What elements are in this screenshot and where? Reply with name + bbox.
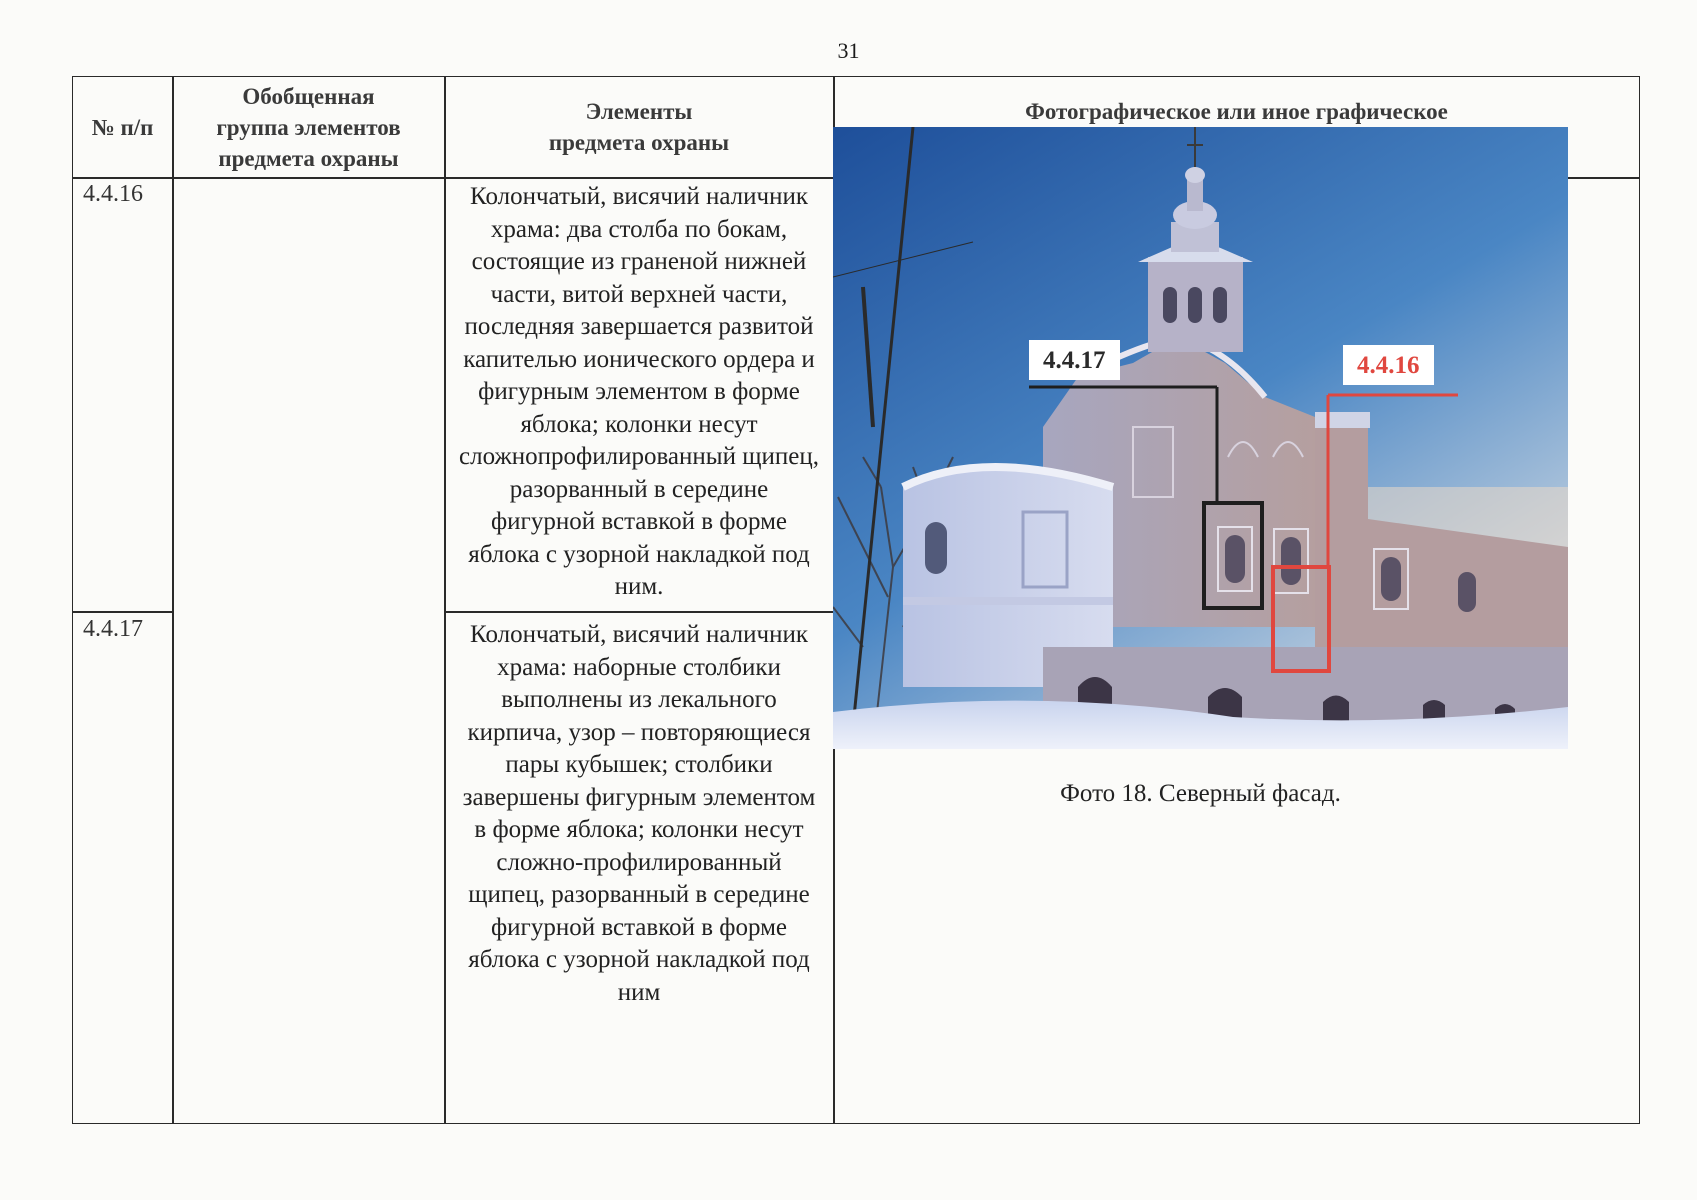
church-north-facade-photo xyxy=(833,127,1568,749)
header-number: № п/п xyxy=(91,114,154,140)
label-4-4-16: 4.4.16 xyxy=(1343,345,1434,385)
row-number: 4.4.16 xyxy=(83,181,143,207)
header-group: Обобщенная группа элементов предмета охраны xyxy=(216,83,401,171)
header-elements: Элементы предмета охраны xyxy=(548,99,730,155)
row-divider xyxy=(73,611,172,613)
row-description: Колончатый, висячий наличник храма: наборные столбики выполнены из лекального кирпича, узор – повторяющиеся пары кубышек; столбики завершены фигурным элементом в форме яблока; колонки несут сложно-профилированный щипец, разорванный в середине фигурной вставкой в форме яблока с узорной накладкой под ним xyxy=(462,621,816,1006)
church-illustration xyxy=(833,127,1568,749)
photo-caption: Фото 18. Северный фасад. xyxy=(1060,780,1341,807)
row-divider xyxy=(444,611,833,613)
label-4-4-17: 4.4.17 xyxy=(1029,340,1120,380)
row-number: 4.4.17 xyxy=(83,616,143,642)
page-number: 31 xyxy=(837,38,860,63)
header-photo: Фотографическое или иное графическое xyxy=(1025,99,1448,124)
row-description: Колончатый, висячий наличник храма: два столба по бокам, состоящие из граненой нижней части, витой верхней части, последняя завершается развитой капителью ионического ордера и фигурным элементом в форме яблока; колонки несут сложнопрофилированный щипец, разорванный в середине фигурной вставкой в форме яблока с узорной накладкой под ним. xyxy=(459,183,819,600)
column-divider xyxy=(172,77,174,1123)
column-divider xyxy=(444,77,446,1123)
